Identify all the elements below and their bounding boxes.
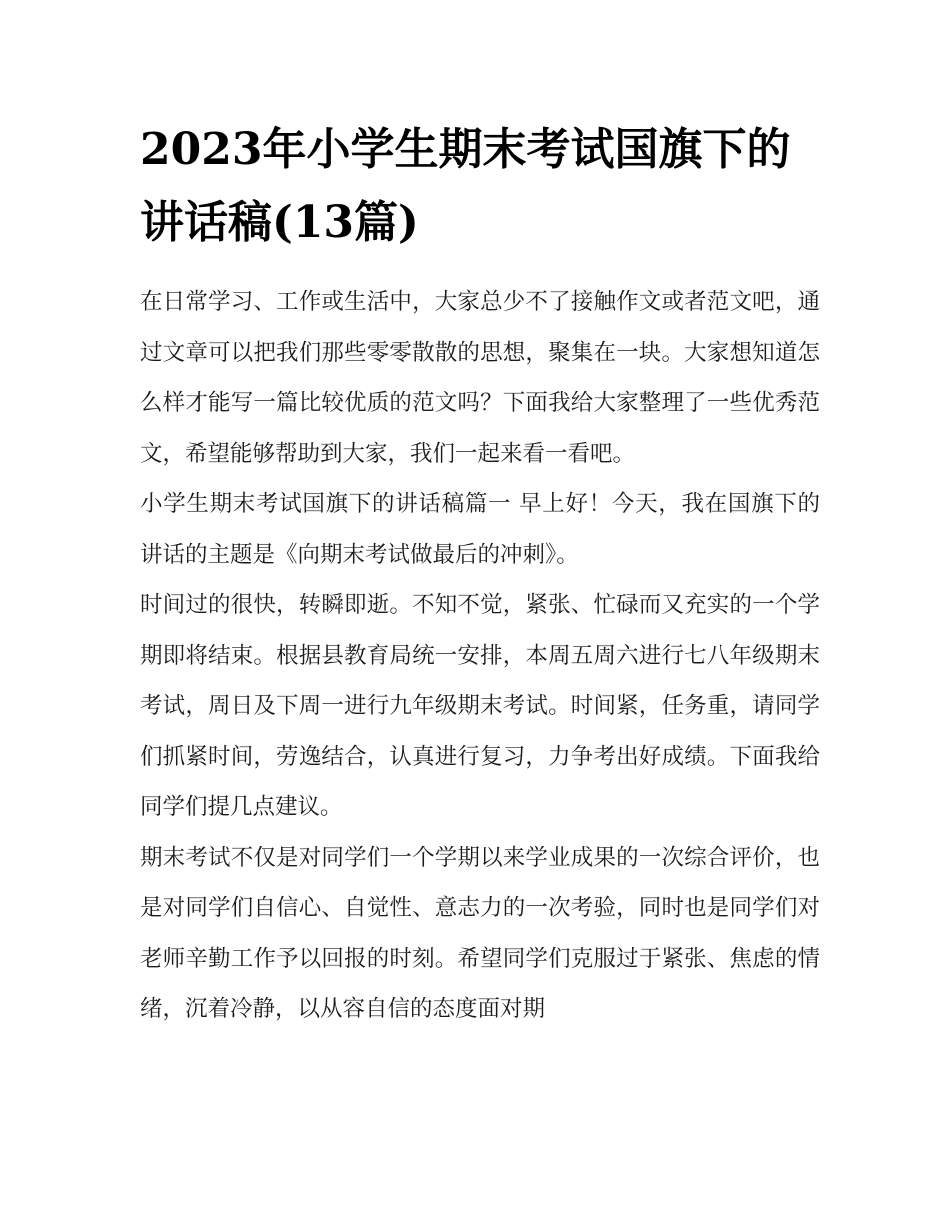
time-paragraph: 时间过的很快，转瞬即逝。不知不觉，紧张、忙碌而又充实的一个学期即将结束。根据县教育局统一安排，本周五周六进行七八年级期末考试，周日及下周一进行九年级期末考试。时间紧，任务重，请同学们抓紧时间，劳逸结合，认真进行复习，力争考出好成绩。下面我给同学们提几点建议。 [140,592,820,820]
exam-significance-paragraph: 期末考试不仅是对同学们一个学期以来学业成果的一次综合评价，也是对同学们自信心、自觉性、意志力的一次考验，同时也是同学们对老师辛勤工作予以回报的时刻。希望同学们克服过于紧张、焦虑的情绪，沉着冷静，以从容自信的态度面对期 [140,844,820,1022]
intro-paragraph: 在日常学习、工作或生活中，大家总少不了接触作文或者范文吧，通过文章可以把我们那些零零散散的思想，聚集在一块。大家想知道怎么样才能写一篇比较优质的范文吗？下面我给大家整理了一些优秀范文，希望能够帮助到大家，我们一起来看一看吧。 [140,289,820,467]
speech-opening-paragraph: 小学生期末考试国旗下的讲话稿篇一 早上好！今天，我在国旗下的讲话的主题是《向期末考试做最后的冲刺》。 [140,491,820,568]
document-title: 2023年小学生期末考试国旗下的讲话稿(13篇) [140,124,791,248]
document-body [140,277,820,1035]
